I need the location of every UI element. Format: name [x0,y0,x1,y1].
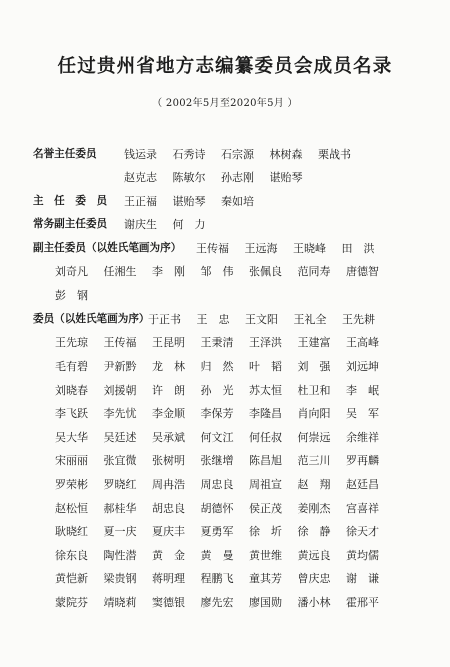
member-name: 许 朗 [152,384,185,397]
member-name: 肖向阳 [297,407,331,420]
member-name: 程鹏飞 [200,572,234,585]
member-name: 唐德智 [346,265,379,278]
member-name: 郝桂华 [103,502,137,515]
member-name: 徐东良 [55,549,88,562]
member-name: 吴大华 [55,431,88,444]
member-name: 陈敏尔 [172,171,206,184]
member-name: 钱运录 [124,148,157,161]
member-name: 王晓峰 [293,242,326,255]
member-name: 蒋明理 [152,572,185,585]
section-label: 主 任 委 员 [33,195,108,207]
member-name: 李飞跃 [55,407,88,420]
member-name: 吴廷述 [103,431,137,444]
member-name: 徐 圻 [249,525,282,538]
member-name: 杜卫和 [297,384,331,397]
member-name: 黄均儒 [346,549,379,562]
member-name: 赵克志 [124,171,157,184]
member-name: 谢庆生 [124,218,157,231]
member-name: 黄世维 [249,549,282,562]
member-name: 王先耕 [342,313,375,326]
member-name: 王礼全 [293,313,327,326]
page-title: 任过贵州省地方志编纂委员会成员名录 [57,56,393,77]
member-name: 尹新黔 [103,360,137,373]
member-name: 张佩良 [249,265,282,278]
member-name: 潘小林 [297,596,331,609]
member-name: 王秉清 [200,336,234,349]
member-name: 刘晓春 [55,384,88,397]
member-name: 胡德怀 [200,502,234,515]
member-name: 廖国勋 [249,596,282,609]
member-name: 李隆昌 [249,407,282,420]
member-name: 李保芳 [200,407,234,420]
member-name: 刘 强 [297,360,331,373]
member-name: 于正书 [148,313,181,326]
member-name: 何文江 [200,431,234,444]
member-name: 罗晓红 [103,478,137,491]
member-name: 刘奇凡 [55,265,88,278]
member-name: 张宜微 [103,454,137,467]
member-name: 童其芳 [249,572,282,585]
member-name: 赵松恒 [55,502,88,515]
member-name: 任湘生 [103,265,137,278]
member-name: 王 忠 [196,313,230,326]
member-name: 周忠良 [200,478,234,491]
member-name: 黄恺新 [55,572,88,585]
section-label: 副主任委员（以姓氏笔画为序） [33,242,182,254]
member-name: 林树森 [269,148,303,161]
member-name: 霍邢平 [346,596,379,609]
member-name: 王高峰 [346,336,379,349]
member-name: 石宗源 [221,148,254,161]
member-name: 陈昌旭 [249,454,282,467]
member-name: 邹 伟 [200,265,234,278]
member-name: 周祖宣 [249,478,282,491]
member-name: 王昆明 [152,336,185,349]
member-name: 李 岷 [346,384,379,397]
member-name: 宫喜祥 [346,502,379,515]
member-name: 余维祥 [346,431,379,444]
member-name: 罗再麟 [346,454,379,467]
member-name: 窦德银 [152,596,185,609]
member-name: 王泽洪 [249,336,282,349]
member-name: 刘远坤 [346,360,379,373]
member-name: 王先琼 [55,336,88,349]
section-label: 委员（以姓氏笔画为序） [33,313,150,325]
member-name: 李 刚 [152,265,185,278]
member-name: 靖晓莉 [103,596,137,609]
member-name: 王传福 [103,336,137,349]
member-name: 吴承斌 [152,431,185,444]
member-name: 曾庆忠 [297,572,331,585]
member-name: 黄 金 [152,549,185,562]
member-name: 陶性潜 [103,549,137,562]
member-name: 宋丽丽 [55,454,88,467]
member-name: 毛有碧 [55,360,88,373]
member-name: 刘援朝 [103,384,137,397]
member-name: 田 洪 [341,242,375,255]
member-name: 夏勇军 [200,525,234,538]
member-name: 周冉浩 [152,478,185,491]
member-name: 李先忧 [103,407,137,420]
member-name: 王正福 [124,195,157,208]
member-name: 归 然 [200,360,234,373]
member-name: 赵 翔 [297,478,331,491]
member-name: 范三川 [297,454,331,467]
member-name: 叶 韬 [249,360,282,373]
member-name: 彭 钢 [55,289,88,302]
member-name: 王文阳 [245,313,278,326]
member-name: 谢 谦 [346,572,379,585]
member-name: 孙志刚 [221,171,254,184]
member-name: 赵廷昌 [346,478,379,491]
member-name: 张树明 [152,454,185,467]
member-name: 谌贻琴 [172,195,206,208]
member-name: 李金顺 [152,407,185,420]
member-name: 梁贵钢 [103,572,137,585]
member-name: 范同寿 [297,265,331,278]
member-name: 蒙院芬 [55,596,88,609]
member-name: 黄 曼 [200,549,234,562]
member-name: 耿晓红 [55,525,88,538]
member-name: 王传福 [196,242,229,255]
member-name: 孙 光 [200,384,234,397]
member-name: 王建富 [297,336,331,349]
page-subtitle: （ 2002年5月至2020年5月 ） [152,98,298,109]
member-name: 何 力 [172,218,206,231]
member-name: 姜刚杰 [297,502,331,515]
member-name: 夏一庆 [103,525,137,538]
member-name: 秦如培 [221,195,254,208]
member-name: 苏太恒 [249,384,282,397]
member-name: 何任叔 [249,431,282,444]
member-name: 栗战书 [318,148,351,161]
member-name: 夏庆丰 [152,525,185,538]
member-name: 徐天才 [346,525,379,538]
member-name: 张继增 [200,454,234,467]
member-name: 龙 林 [152,360,185,373]
section-label: 名誉主任委员 [33,148,97,160]
member-name: 何崇远 [297,431,331,444]
member-name: 吴 军 [346,407,379,420]
member-name: 徐 静 [297,525,331,538]
member-name: 石秀诗 [172,148,206,161]
member-name: 侯正茂 [249,502,282,515]
section-label: 常务副主任委员 [33,218,108,230]
member-name: 王远海 [244,242,278,255]
member-name: 黄远良 [297,549,331,562]
member-name: 廖先宏 [200,596,234,609]
member-name: 罗荣彬 [55,478,88,491]
member-name: 胡忠良 [152,502,185,515]
member-name: 谌贻琴 [269,171,303,184]
